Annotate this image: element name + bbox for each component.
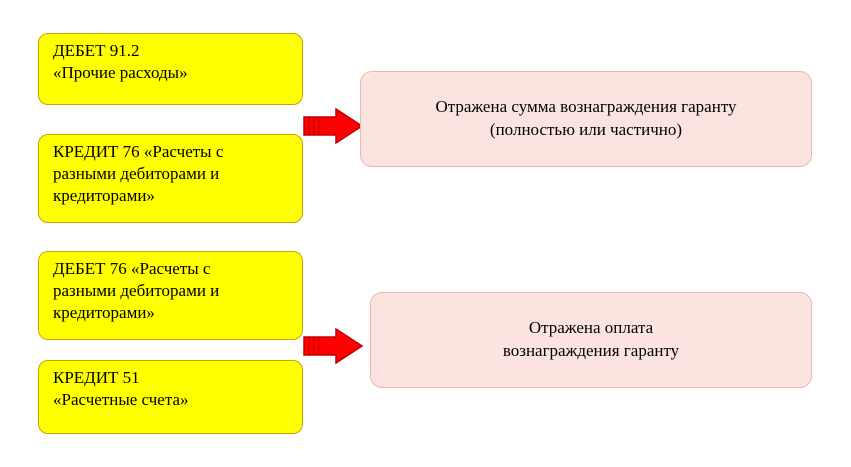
arrow-right-icon — [300, 325, 366, 367]
result-box-2 — [370, 292, 812, 388]
result-box-1 — [360, 71, 812, 167]
arrow-right-icon — [300, 105, 366, 147]
entry-line: кредиторами» — [53, 185, 155, 205]
entry-line: ДЕБЕТ 76 «Расчеты с — [53, 259, 211, 278]
result-line: Отражена сумма вознаграждения гаранту — [435, 97, 737, 117]
result-line: Отражена оплата — [528, 318, 654, 338]
entry-line: «Расчетные счета» — [53, 389, 189, 409]
entry-box-debit-91-2 — [38, 33, 303, 105]
result-line: вознаграждения гаранту — [502, 341, 680, 360]
entry-box-credit-51 — [38, 360, 303, 434]
entry-box-credit-76 — [38, 134, 303, 223]
entry-line: разными дебиторами и — [53, 163, 220, 183]
entry-line: ДЕБЕТ 91.2 — [53, 41, 140, 60]
entry-line: КРЕДИТ 76 «Расчеты с — [53, 142, 224, 161]
entry-line: кредиторами» — [53, 302, 155, 322]
result-line: (полностью или частично) — [489, 120, 683, 139]
entry-line: разными дебиторами и — [53, 280, 220, 300]
entry-box-debit-76 — [38, 251, 303, 340]
entry-line: КРЕДИТ 51 — [53, 368, 140, 387]
entry-line: «Прочие расходы» — [53, 62, 188, 82]
